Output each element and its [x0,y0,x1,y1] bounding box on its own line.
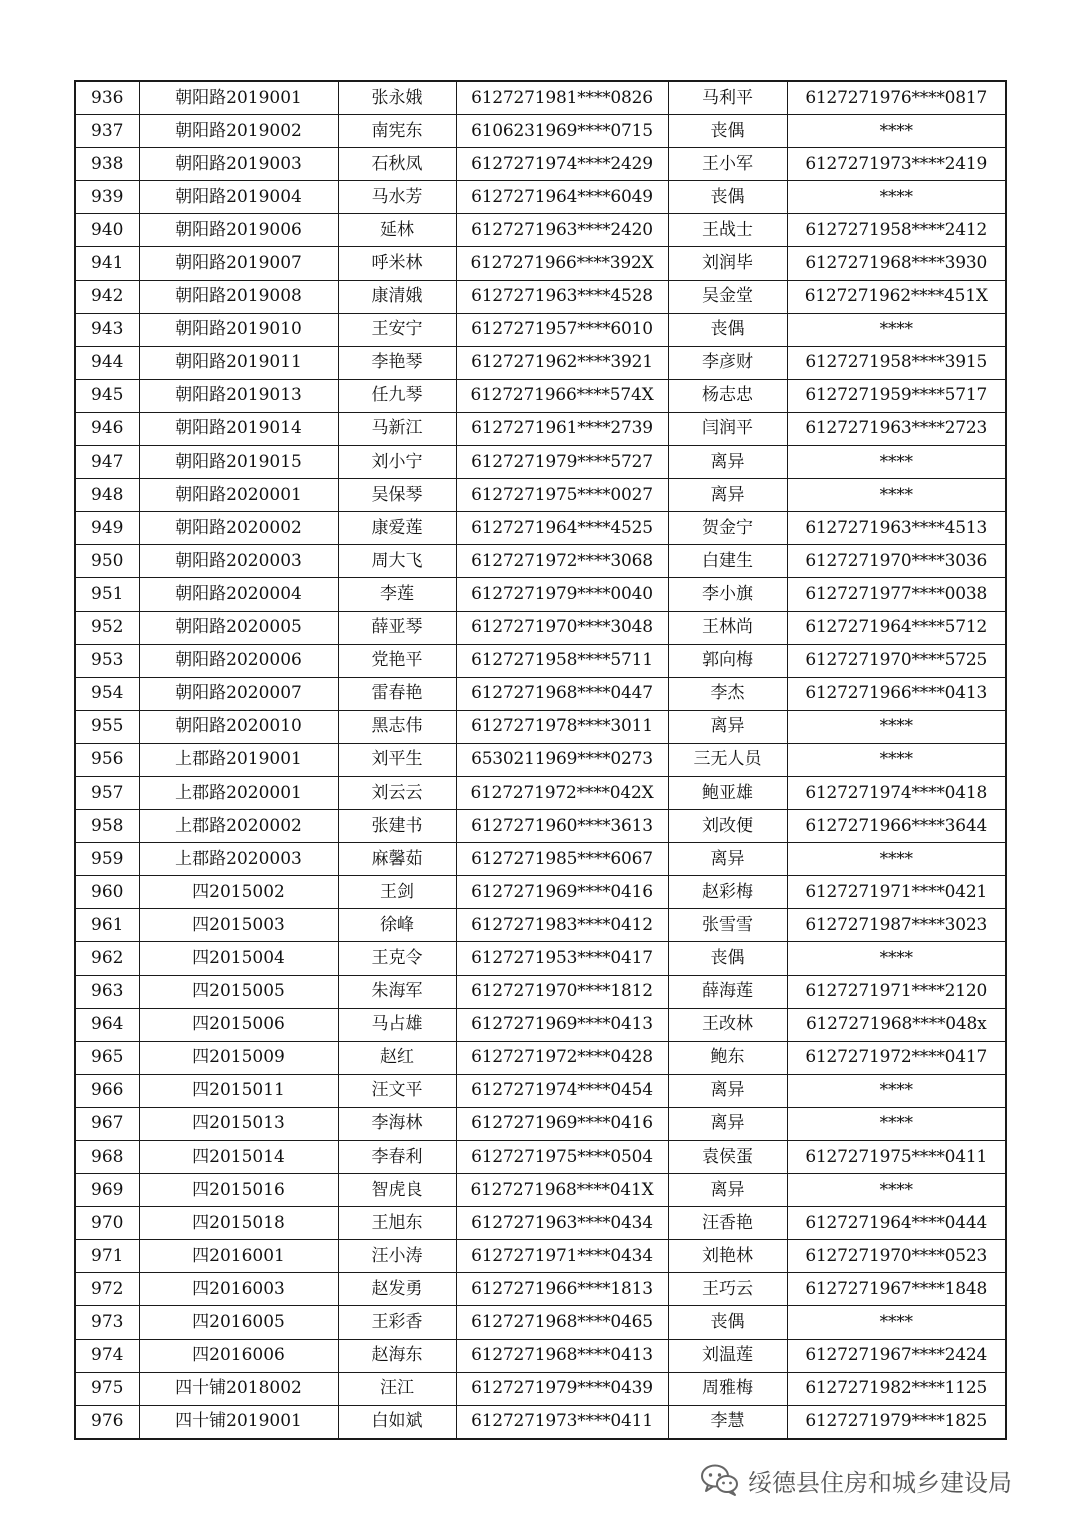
applicant-id-number-cell: 6127271953****0417 [456,942,668,975]
row-number-cell: 941 [75,247,139,280]
household-code-cell: 四2016003 [139,1273,338,1306]
household-code-cell: 朝阳路2019006 [139,214,338,247]
spouse-name-cell: 闫润平 [668,412,787,445]
household-code-cell: 四2015014 [139,1141,338,1174]
table-row [75,810,1006,843]
spouse-id-number-cell: 6127271968****048x [787,1008,1006,1041]
row-number-cell: 952 [75,611,139,644]
table-row [75,479,1006,512]
row-number-cell: 975 [75,1372,139,1405]
applicant-id-number-cell: 6127271968****0447 [456,677,668,710]
row-number-cell: 948 [75,479,139,512]
row-number-cell: 936 [75,81,139,115]
spouse-name-cell: 刘温莲 [668,1339,787,1372]
table-row [75,313,1006,346]
applicant-id-number-cell: 6127271971****0434 [456,1240,668,1273]
spouse-id-number-cell: 6127271977****0038 [787,578,1006,611]
row-number-cell: 945 [75,379,139,412]
row-number-cell: 940 [75,214,139,247]
applicant-id-number-cell: 6127271983****0412 [456,909,668,942]
applicant-name-cell: 王彩香 [338,1306,456,1339]
spouse-id-number-cell: 6127271970****0523 [787,1240,1006,1273]
applicant-name-cell: 南宪东 [338,115,456,148]
table-row [75,611,1006,644]
table-row [75,578,1006,611]
household-code-cell: 朝阳路2020001 [139,479,338,512]
spouse-id-number-cell: **** [787,942,1006,975]
applicant-id-number-cell: 6127271964****4525 [456,512,668,545]
applicant-id-number-cell: 6127271975****0504 [456,1141,668,1174]
spouse-name-cell: 李慧 [668,1405,787,1439]
watermark-text: 绥德县住房和城乡建设局 [748,1468,1012,1497]
applicant-id-number-cell: 6127271981****0826 [456,81,668,115]
table-row [75,148,1006,181]
household-code-cell: 朝阳路2020006 [139,644,338,677]
spouse-id-number-cell: **** [787,1074,1006,1107]
spouse-name-cell: 李小旗 [668,578,787,611]
applicant-name-cell: 李艳琴 [338,346,456,379]
applicant-id-number-cell: 6127271979****0439 [456,1372,668,1405]
spouse-name-cell: 王战士 [668,214,787,247]
spouse-id-number-cell: 6127271971****0421 [787,876,1006,909]
row-number-cell: 951 [75,578,139,611]
spouse-name-cell: 三无人员 [668,743,787,776]
spouse-id-number-cell: 6127271964****0444 [787,1207,1006,1240]
spouse-id-number-cell: 6127271963****4513 [787,512,1006,545]
spouse-id-number-cell: 6127271966****0413 [787,677,1006,710]
spouse-id-number-cell: **** [787,1306,1006,1339]
row-number-cell: 969 [75,1174,139,1207]
table-row [75,1339,1006,1372]
table-row [75,247,1006,280]
household-code-cell: 四十铺2019001 [139,1405,338,1439]
spouse-name-cell: 周雅梅 [668,1372,787,1405]
applicant-name-cell: 石秋凤 [338,148,456,181]
row-number-cell: 956 [75,743,139,776]
table-row [75,942,1006,975]
spouse-name-cell: 鲍东 [668,1041,787,1074]
row-number-cell: 967 [75,1107,139,1140]
household-code-cell: 四2015004 [139,942,338,975]
spouse-name-cell: 丧偶 [668,181,787,214]
household-code-cell: 四2016006 [139,1339,338,1372]
applicant-name-cell: 黑志伟 [338,710,456,743]
applicant-name-cell: 呼米林 [338,247,456,280]
row-number-cell: 944 [75,346,139,379]
applicant-id-number-cell: 6127271966****392X [456,247,668,280]
applicant-id-number-cell: 6127271969****0416 [456,876,668,909]
spouse-id-number-cell: **** [787,843,1006,876]
row-number-cell: 957 [75,776,139,809]
applicant-name-cell: 任九琴 [338,379,456,412]
table-row [75,545,1006,578]
roster-table [74,80,1007,1440]
applicant-name-cell: 刘平生 [338,743,456,776]
row-number-cell: 949 [75,512,139,545]
spouse-name-cell: 郭向梅 [668,644,787,677]
roster-body [75,81,1006,1439]
spouse-id-number-cell: 6127271958****2412 [787,214,1006,247]
applicant-name-cell: 赵海东 [338,1339,456,1372]
spouse-id-number-cell: 6127271974****0418 [787,776,1006,809]
household-code-cell: 四2015002 [139,876,338,909]
household-code-cell: 朝阳路2020004 [139,578,338,611]
spouse-name-cell: 吴金堂 [668,280,787,313]
spouse-id-number-cell: 6127271973****2419 [787,148,1006,181]
applicant-name-cell: 王克令 [338,942,456,975]
table-row [75,280,1006,313]
wechat-icon [700,1463,740,1497]
household-code-cell: 朝阳路2019011 [139,346,338,379]
table-row [75,909,1006,942]
spouse-name-cell: 离异 [668,843,787,876]
applicant-name-cell: 汪江 [338,1372,456,1405]
applicant-name-cell: 康爱莲 [338,512,456,545]
applicant-name-cell: 赵发勇 [338,1273,456,1306]
row-number-cell: 965 [75,1041,139,1074]
row-number-cell: 946 [75,412,139,445]
household-code-cell: 朝阳路2019013 [139,379,338,412]
table-row [75,115,1006,148]
spouse-id-number-cell: **** [787,743,1006,776]
spouse-id-number-cell: 6127271987****3023 [787,909,1006,942]
applicant-name-cell: 王安宁 [338,313,456,346]
spouse-name-cell: 离异 [668,1074,787,1107]
spouse-id-number-cell: 6127271976****0817 [787,81,1006,115]
spouse-id-number-cell: 6127271967****2424 [787,1339,1006,1372]
applicant-id-number-cell: 6127271979****0040 [456,578,668,611]
household-code-cell: 朝阳路2019008 [139,280,338,313]
spouse-name-cell: 丧偶 [668,115,787,148]
spouse-id-number-cell: **** [787,710,1006,743]
row-number-cell: 950 [75,545,139,578]
spouse-id-number-cell: **** [787,479,1006,512]
household-code-cell: 四2015003 [139,909,338,942]
spouse-name-cell: 鲍亚雄 [668,776,787,809]
applicant-id-number-cell: 6127271962****3921 [456,346,668,379]
spouse-id-number-cell: 6127271962****451X [787,280,1006,313]
applicant-name-cell: 康清娥 [338,280,456,313]
applicant-id-number-cell: 6127271969****0413 [456,1008,668,1041]
applicant-id-number-cell: 6127271957****6010 [456,313,668,346]
applicant-id-number-cell: 6127271968****0465 [456,1306,668,1339]
spouse-name-cell: 刘改便 [668,810,787,843]
applicant-id-number-cell: 6127271972****0428 [456,1041,668,1074]
household-code-cell: 朝阳路2019002 [139,115,338,148]
spouse-id-number-cell: **** [787,181,1006,214]
table-row [75,776,1006,809]
applicant-name-cell: 李春利 [338,1141,456,1174]
spouse-name-cell: 杨志忠 [668,379,787,412]
table-row [75,214,1006,247]
applicant-name-cell: 李海林 [338,1107,456,1140]
applicant-name-cell: 马占雄 [338,1008,456,1041]
applicant-id-number-cell: 6530211969****0273 [456,743,668,776]
applicant-name-cell: 党艳平 [338,644,456,677]
table-row [75,644,1006,677]
household-code-cell: 四2015009 [139,1041,338,1074]
table-row [75,1405,1006,1439]
household-code-cell: 朝阳路2019004 [139,181,338,214]
household-code-cell: 朝阳路2019015 [139,446,338,479]
table-row [75,1207,1006,1240]
household-code-cell: 上郡路2020002 [139,810,338,843]
spouse-id-number-cell: **** [787,446,1006,479]
spouse-id-number-cell: 6127271959****5717 [787,379,1006,412]
spouse-name-cell: 袁侯蛋 [668,1141,787,1174]
spouse-name-cell: 李杰 [668,677,787,710]
row-number-cell: 970 [75,1207,139,1240]
applicant-name-cell: 刘云云 [338,776,456,809]
spouse-name-cell: 薛海莲 [668,975,787,1008]
row-number-cell: 976 [75,1405,139,1439]
row-number-cell: 966 [75,1074,139,1107]
spouse-name-cell: 赵彩梅 [668,876,787,909]
spouse-id-number-cell: 6127271970****5725 [787,644,1006,677]
spouse-name-cell: 离异 [668,1174,787,1207]
spouse-id-number-cell: 6127271975****0411 [787,1141,1006,1174]
row-number-cell: 962 [75,942,139,975]
spouse-name-cell: 丧偶 [668,1306,787,1339]
applicant-id-number-cell: 6127271968****041X [456,1174,668,1207]
spouse-name-cell: 丧偶 [668,313,787,346]
applicant-name-cell: 汪小涛 [338,1240,456,1273]
row-number-cell: 947 [75,446,139,479]
applicant-name-cell: 马新江 [338,412,456,445]
spouse-id-number-cell: 6127271970****3036 [787,545,1006,578]
spouse-id-number-cell: **** [787,313,1006,346]
household-code-cell: 朝阳路2020007 [139,677,338,710]
applicant-name-cell: 智虎良 [338,1174,456,1207]
row-number-cell: 974 [75,1339,139,1372]
table-row [75,1107,1006,1140]
household-code-cell: 朝阳路2020005 [139,611,338,644]
applicant-name-cell: 朱海军 [338,975,456,1008]
spouse-name-cell: 王改林 [668,1008,787,1041]
table-row [75,1372,1006,1405]
table-row [75,843,1006,876]
household-code-cell: 上郡路2020001 [139,776,338,809]
spouse-name-cell: 刘润毕 [668,247,787,280]
spouse-name-cell: 离异 [668,710,787,743]
applicant-id-number-cell: 6127271974****0454 [456,1074,668,1107]
table-row [75,412,1006,445]
applicant-id-number-cell: 6127271966****574X [456,379,668,412]
row-number-cell: 971 [75,1240,139,1273]
applicant-name-cell: 王剑 [338,876,456,909]
applicant-name-cell: 赵红 [338,1041,456,1074]
spouse-name-cell: 王林尚 [668,611,787,644]
table-row [75,677,1006,710]
spouse-name-cell: 汪香艳 [668,1207,787,1240]
applicant-id-number-cell: 6127271972****3068 [456,545,668,578]
table-row [75,181,1006,214]
household-code-cell: 四十铺2018002 [139,1372,338,1405]
applicant-id-number-cell: 6127271973****0411 [456,1405,668,1439]
household-code-cell: 朝阳路2019014 [139,412,338,445]
spouse-id-number-cell: 6127271966****3644 [787,810,1006,843]
spouse-name-cell: 张雪雪 [668,909,787,942]
household-code-cell: 四2016001 [139,1240,338,1273]
spouse-id-number-cell: 6127271972****0417 [787,1041,1006,1074]
applicant-id-number-cell: 6127271970****3048 [456,611,668,644]
row-number-cell: 953 [75,644,139,677]
applicant-id-number-cell: 6127271985****6067 [456,843,668,876]
spouse-id-number-cell: **** [787,1174,1006,1207]
applicant-id-number-cell: 6127271964****6049 [456,181,668,214]
spouse-id-number-cell: 6127271958****3915 [787,346,1006,379]
applicant-id-number-cell: 6127271970****1812 [456,975,668,1008]
spouse-name-cell: 刘艳林 [668,1240,787,1273]
table-row [75,81,1006,115]
household-code-cell: 朝阳路2020002 [139,512,338,545]
table-row [75,1306,1006,1339]
row-number-cell: 955 [75,710,139,743]
table-row [75,346,1006,379]
applicant-id-number-cell: 6106231969****0715 [456,115,668,148]
applicant-id-number-cell: 6127271963****0434 [456,1207,668,1240]
row-number-cell: 943 [75,313,139,346]
spouse-name-cell: 马利平 [668,81,787,115]
row-number-cell: 939 [75,181,139,214]
applicant-id-number-cell: 6127271974****2429 [456,148,668,181]
row-number-cell: 972 [75,1273,139,1306]
household-code-cell: 朝阳路2019003 [139,148,338,181]
row-number-cell: 937 [75,115,139,148]
spouse-id-number-cell: **** [787,1107,1006,1140]
applicant-id-number-cell: 6127271968****0413 [456,1339,668,1372]
table-row [75,743,1006,776]
row-number-cell: 942 [75,280,139,313]
applicant-name-cell: 延林 [338,214,456,247]
applicant-name-cell: 刘小宁 [338,446,456,479]
spouse-name-cell: 王小军 [668,148,787,181]
table-row [75,1074,1006,1107]
table-row [75,379,1006,412]
table-row [75,1174,1006,1207]
household-code-cell: 四2015006 [139,1008,338,1041]
applicant-name-cell: 薛亚琴 [338,611,456,644]
row-number-cell: 960 [75,876,139,909]
row-number-cell: 959 [75,843,139,876]
table-row [75,1008,1006,1041]
table-row [75,710,1006,743]
applicant-name-cell: 汪文平 [338,1074,456,1107]
table-row [75,975,1006,1008]
household-code-cell: 朝阳路2019007 [139,247,338,280]
applicant-id-number-cell: 6127271961****2739 [456,412,668,445]
table-row [75,1141,1006,1174]
household-code-cell: 上郡路2020003 [139,843,338,876]
row-number-cell: 968 [75,1141,139,1174]
household-code-cell: 四2015011 [139,1074,338,1107]
spouse-name-cell: 贺金宁 [668,512,787,545]
applicant-name-cell: 麻馨茹 [338,843,456,876]
table-row [75,1273,1006,1306]
household-code-cell: 上郡路2019001 [139,743,338,776]
spouse-id-number-cell: 6127271982****1125 [787,1372,1006,1405]
applicant-id-number-cell: 6127271966****1813 [456,1273,668,1306]
household-code-cell: 四2015005 [139,975,338,1008]
row-number-cell: 961 [75,909,139,942]
household-code-cell: 朝阳路2019001 [139,81,338,115]
table-row [75,876,1006,909]
applicant-id-number-cell: 6127271979****5727 [456,446,668,479]
applicant-name-cell: 白如斌 [338,1405,456,1439]
applicant-name-cell: 吴保琴 [338,479,456,512]
household-code-cell: 四2015013 [139,1107,338,1140]
applicant-id-number-cell: 6127271958****5711 [456,644,668,677]
applicant-name-cell: 马水芳 [338,181,456,214]
applicant-id-number-cell: 6127271969****0416 [456,1107,668,1140]
household-code-cell: 朝阳路2020003 [139,545,338,578]
table-row [75,446,1006,479]
household-code-cell: 四2015018 [139,1207,338,1240]
row-number-cell: 973 [75,1306,139,1339]
row-number-cell: 954 [75,677,139,710]
household-code-cell: 朝阳路2019010 [139,313,338,346]
spouse-name-cell: 王巧云 [668,1273,787,1306]
row-number-cell: 963 [75,975,139,1008]
spouse-id-number-cell: 6127271971****2120 [787,975,1006,1008]
spouse-name-cell: 丧偶 [668,942,787,975]
spouse-id-number-cell: **** [787,115,1006,148]
applicant-id-number-cell: 6127271963****4528 [456,280,668,313]
household-code-cell: 四2015016 [139,1174,338,1207]
table-row [75,512,1006,545]
household-code-cell: 朝阳路2020010 [139,710,338,743]
spouse-id-number-cell: 6127271963****2723 [787,412,1006,445]
spouse-id-number-cell: 6127271968****3930 [787,247,1006,280]
row-number-cell: 958 [75,810,139,843]
spouse-name-cell: 离异 [668,1107,787,1140]
applicant-id-number-cell: 6127271963****2420 [456,214,668,247]
applicant-name-cell: 周大飞 [338,545,456,578]
spouse-name-cell: 离异 [668,479,787,512]
table-row [75,1240,1006,1273]
applicant-name-cell: 张建书 [338,810,456,843]
spouse-id-number-cell: 6127271964****5712 [787,611,1006,644]
row-number-cell: 964 [75,1008,139,1041]
applicant-name-cell: 徐峰 [338,909,456,942]
applicant-id-number-cell: 6127271978****3011 [456,710,668,743]
spouse-name-cell: 李彦财 [668,346,787,379]
watermark [700,1460,1012,1500]
applicant-name-cell: 李莲 [338,578,456,611]
applicant-id-number-cell: 6127271960****3613 [456,810,668,843]
applicant-name-cell: 雷春艳 [338,677,456,710]
spouse-id-number-cell: 6127271967****1848 [787,1273,1006,1306]
spouse-name-cell: 离异 [668,446,787,479]
household-code-cell: 四2016005 [139,1306,338,1339]
applicant-name-cell: 王旭东 [338,1207,456,1240]
table-row [75,1041,1006,1074]
applicant-id-number-cell: 6127271975****0027 [456,479,668,512]
row-number-cell: 938 [75,148,139,181]
applicant-id-number-cell: 6127271972****042X [456,776,668,809]
applicant-name-cell: 张永娥 [338,81,456,115]
spouse-id-number-cell: 6127271979****1825 [787,1405,1006,1439]
spouse-name-cell: 白建生 [668,545,787,578]
